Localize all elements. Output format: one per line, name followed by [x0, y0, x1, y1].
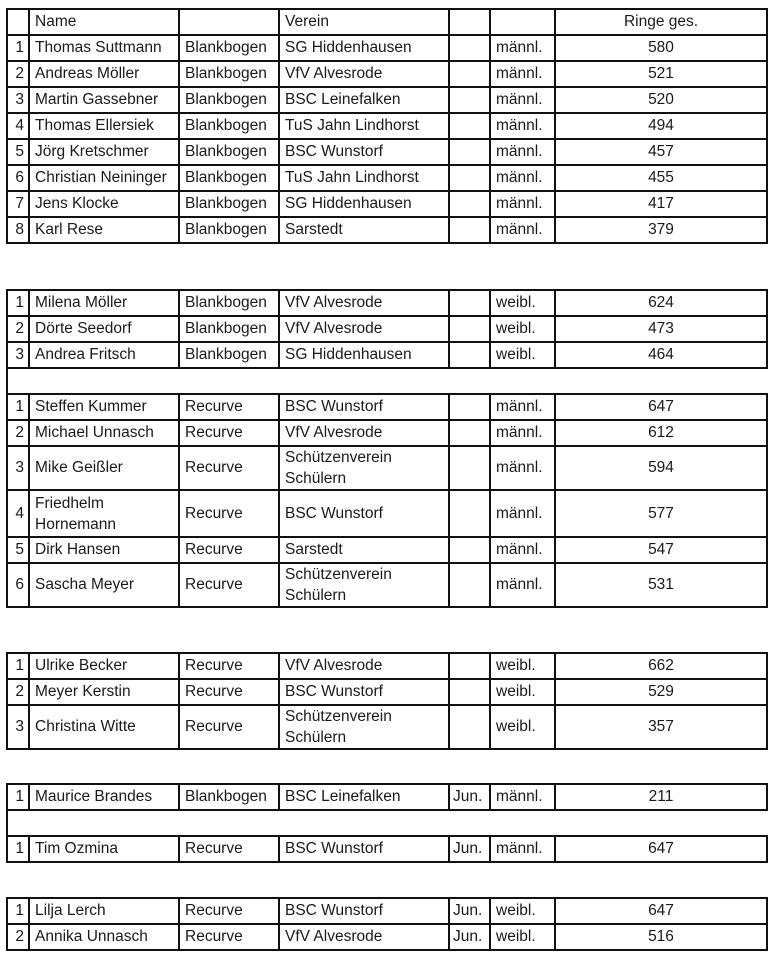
- table-row: [7, 446, 767, 490]
- score: 647: [555, 898, 767, 924]
- club: BSC Wunstorf: [279, 898, 449, 924]
- bow-type: Recurve: [179, 705, 279, 749]
- gender: männl.: [490, 61, 555, 87]
- bow-type: Blankbogen: [179, 113, 279, 139]
- age-class: Jun.: [449, 836, 490, 862]
- athlete-name: Milena Möller: [29, 290, 179, 316]
- club: Schützenverein Schülern: [279, 446, 449, 490]
- athlete-name: Thomas Ellersiek: [29, 113, 179, 139]
- age-class: [449, 653, 490, 679]
- age-class: [449, 217, 490, 243]
- athlete-name: Meyer Kerstin: [29, 679, 179, 705]
- gender: männl.: [490, 490, 555, 537]
- rank: 1: [7, 784, 29, 810]
- header-age-class: [449, 9, 490, 35]
- score: 464: [555, 342, 767, 368]
- bow-type: Recurve: [179, 836, 279, 862]
- athlete-name: Thomas Suttmann: [29, 35, 179, 61]
- table-row: [7, 679, 767, 705]
- results-table-junior-recurve-weibl: [6, 897, 768, 951]
- bow-type: Recurve: [179, 653, 279, 679]
- table-row: [7, 563, 767, 607]
- rank: 1: [7, 898, 29, 924]
- group-separator: [7, 368, 767, 394]
- club: Sarstedt: [279, 217, 449, 243]
- score: 662: [555, 653, 767, 679]
- bow-type: Blankbogen: [179, 784, 279, 810]
- club: Schützenverein Schülern: [279, 705, 449, 749]
- age-class: [449, 420, 490, 446]
- header-club: Verein: [279, 9, 449, 35]
- club: BSC Wunstorf: [279, 836, 449, 862]
- rank: 1: [7, 653, 29, 679]
- age-class: [449, 342, 490, 368]
- gender: männl.: [490, 139, 555, 165]
- bow-type: Blankbogen: [179, 165, 279, 191]
- results-table-blankbogen-weibl-recurve-maennl: [6, 289, 768, 608]
- club: BSC Wunstorf: [279, 139, 449, 165]
- age-class: [449, 139, 490, 165]
- athlete-name: Jörg Kretschmer: [29, 139, 179, 165]
- gender: weibl.: [490, 705, 555, 749]
- table-row: [7, 87, 767, 113]
- score: 647: [555, 394, 767, 420]
- club: SG Hiddenhausen: [279, 191, 449, 217]
- club: VfV Alvesrode: [279, 924, 449, 950]
- bow-type: Blankbogen: [179, 87, 279, 113]
- age-class: [449, 563, 490, 607]
- athlete-name: Michael Unnasch: [29, 420, 179, 446]
- age-class: [449, 191, 490, 217]
- athlete-name: Andrea Fritsch: [29, 342, 179, 368]
- gender: weibl.: [490, 342, 555, 368]
- gender: weibl.: [490, 316, 555, 342]
- age-class: [449, 165, 490, 191]
- age-class: [449, 61, 490, 87]
- rank: 1: [7, 290, 29, 316]
- age-class: [449, 113, 490, 139]
- rank: 4: [7, 113, 29, 139]
- gender: männl.: [490, 113, 555, 139]
- bow-type: Recurve: [179, 420, 279, 446]
- club: VfV Alvesrode: [279, 290, 449, 316]
- gender: männl.: [490, 784, 555, 810]
- age-class: [449, 490, 490, 537]
- age-class: [449, 705, 490, 749]
- bow-type: Blankbogen: [179, 139, 279, 165]
- bow-type: Recurve: [179, 563, 279, 607]
- age-class: Jun.: [449, 784, 490, 810]
- results-table-blankbogen-maennl: [6, 8, 768, 244]
- results-table-junior-maennl: [6, 783, 768, 863]
- gender: männl.: [490, 446, 555, 490]
- gender: männl.: [490, 420, 555, 446]
- athlete-name: Tim Ozmina: [29, 836, 179, 862]
- rank: 6: [7, 165, 29, 191]
- gender: männl.: [490, 87, 555, 113]
- bow-type: Blankbogen: [179, 35, 279, 61]
- club: VfV Alvesrode: [279, 420, 449, 446]
- bow-type: Recurve: [179, 898, 279, 924]
- table-row: [7, 490, 767, 537]
- score: 624: [555, 290, 767, 316]
- score: 473: [555, 316, 767, 342]
- gender: weibl.: [490, 924, 555, 950]
- athlete-name: Christina Witte: [29, 705, 179, 749]
- table-row: [7, 537, 767, 563]
- gender: männl.: [490, 191, 555, 217]
- rank: 8: [7, 217, 29, 243]
- rank: 2: [7, 61, 29, 87]
- header-gender: [490, 9, 555, 35]
- athlete-name: Steffen Kummer: [29, 394, 179, 420]
- rank: 2: [7, 679, 29, 705]
- club: VfV Alvesrode: [279, 61, 449, 87]
- rank: 2: [7, 924, 29, 950]
- age-class: [449, 446, 490, 490]
- table-row: [7, 191, 767, 217]
- rank: 1: [7, 836, 29, 862]
- age-class: Jun.: [449, 924, 490, 950]
- club: TuS Jahn Lindhorst: [279, 113, 449, 139]
- table-row: [7, 898, 767, 924]
- athlete-name: Jens Klocke: [29, 191, 179, 217]
- score: 531: [555, 563, 767, 607]
- header-bow: [179, 9, 279, 35]
- separator-row: [7, 810, 767, 836]
- gender: männl.: [490, 563, 555, 607]
- rank: 7: [7, 191, 29, 217]
- table-row: [7, 113, 767, 139]
- score: 580: [555, 35, 767, 61]
- athlete-name: Ulrike Becker: [29, 653, 179, 679]
- club: Sarstedt: [279, 537, 449, 563]
- age-class: [449, 290, 490, 316]
- header-rank: [7, 9, 29, 35]
- separator-row: [7, 368, 767, 394]
- gender: männl.: [490, 165, 555, 191]
- bow-type: Recurve: [179, 394, 279, 420]
- bow-type: Recurve: [179, 490, 279, 537]
- athlete-name: Martin Gassebner: [29, 87, 179, 113]
- table-row: [7, 316, 767, 342]
- score: 455: [555, 165, 767, 191]
- athlete-name: Dörte Seedorf: [29, 316, 179, 342]
- table-row: [7, 35, 767, 61]
- gender: weibl.: [490, 290, 555, 316]
- rank: 1: [7, 394, 29, 420]
- rank: 3: [7, 446, 29, 490]
- bow-type: Blankbogen: [179, 290, 279, 316]
- gender: weibl.: [490, 679, 555, 705]
- table-row: [7, 924, 767, 950]
- score: 211: [555, 784, 767, 810]
- bow-type: Recurve: [179, 679, 279, 705]
- score: 379: [555, 217, 767, 243]
- score: 594: [555, 446, 767, 490]
- gender: weibl.: [490, 653, 555, 679]
- club: BSC Leinefalken: [279, 784, 449, 810]
- score: 577: [555, 490, 767, 537]
- bow-type: Blankbogen: [179, 61, 279, 87]
- gender: männl.: [490, 394, 555, 420]
- score: 520: [555, 87, 767, 113]
- age-class: [449, 35, 490, 61]
- club: VfV Alvesrode: [279, 316, 449, 342]
- table-row: [7, 290, 767, 316]
- athlete-name: Christian Neininger: [29, 165, 179, 191]
- group-separator: [7, 810, 767, 836]
- rank: 2: [7, 316, 29, 342]
- bow-type: Recurve: [179, 537, 279, 563]
- athlete-name: Mike Geißler: [29, 446, 179, 490]
- club: Schützenverein Schülern: [279, 563, 449, 607]
- club: SG Hiddenhausen: [279, 342, 449, 368]
- gender: männl.: [490, 217, 555, 243]
- table-row: [7, 342, 767, 368]
- athlete-name: Dirk Hansen: [29, 537, 179, 563]
- rank: 3: [7, 705, 29, 749]
- club: TuS Jahn Lindhorst: [279, 165, 449, 191]
- table-row: [7, 217, 767, 243]
- table-row: [7, 394, 767, 420]
- rank: 5: [7, 537, 29, 563]
- header-name: Name: [29, 9, 179, 35]
- gender: männl.: [490, 35, 555, 61]
- score: 457: [555, 139, 767, 165]
- bow-type: Blankbogen: [179, 217, 279, 243]
- club: BSC Wunstorf: [279, 679, 449, 705]
- gender: weibl.: [490, 898, 555, 924]
- bow-type: Blankbogen: [179, 191, 279, 217]
- score: 547: [555, 537, 767, 563]
- bow-type: Blankbogen: [179, 316, 279, 342]
- bow-type: Blankbogen: [179, 342, 279, 368]
- rank: 6: [7, 563, 29, 607]
- score: 612: [555, 420, 767, 446]
- age-class: [449, 316, 490, 342]
- rank: 3: [7, 87, 29, 113]
- rank: 4: [7, 490, 29, 537]
- gender: männl.: [490, 836, 555, 862]
- header-score: Ringe ges.: [555, 9, 767, 35]
- age-class: [449, 537, 490, 563]
- athlete-name: Friedhelm Hornemann: [29, 490, 179, 537]
- rank: 1: [7, 35, 29, 61]
- header-row: [7, 9, 767, 35]
- bow-type: Recurve: [179, 924, 279, 950]
- results-table-recurve-weibl: [6, 652, 768, 750]
- score: 494: [555, 113, 767, 139]
- club: VfV Alvesrode: [279, 653, 449, 679]
- table-row: [7, 165, 767, 191]
- table-row: [7, 61, 767, 87]
- rank: 3: [7, 342, 29, 368]
- table-row: [7, 420, 767, 446]
- score: 357: [555, 705, 767, 749]
- score: 647: [555, 836, 767, 862]
- table-row: [7, 653, 767, 679]
- gender: männl.: [490, 537, 555, 563]
- club: BSC Wunstorf: [279, 490, 449, 537]
- age-class: [449, 394, 490, 420]
- table-row: [7, 139, 767, 165]
- table-row: [7, 836, 767, 862]
- table-row: [7, 705, 767, 749]
- club: SG Hiddenhausen: [279, 35, 449, 61]
- club: BSC Leinefalken: [279, 87, 449, 113]
- athlete-name: Sascha Meyer: [29, 563, 179, 607]
- age-class: [449, 87, 490, 113]
- score: 417: [555, 191, 767, 217]
- athlete-name: Andreas Möller: [29, 61, 179, 87]
- rank: 5: [7, 139, 29, 165]
- club: BSC Wunstorf: [279, 394, 449, 420]
- rank: 2: [7, 420, 29, 446]
- score: 529: [555, 679, 767, 705]
- score: 516: [555, 924, 767, 950]
- athlete-name: Annika Unnasch: [29, 924, 179, 950]
- athlete-name: Karl Rese: [29, 217, 179, 243]
- athlete-name: Maurice Brandes: [29, 784, 179, 810]
- score: 521: [555, 61, 767, 87]
- athlete-name: Lilja Lerch: [29, 898, 179, 924]
- age-class: [449, 679, 490, 705]
- bow-type: Recurve: [179, 446, 279, 490]
- age-class: Jun.: [449, 898, 490, 924]
- table-row: [7, 784, 767, 810]
